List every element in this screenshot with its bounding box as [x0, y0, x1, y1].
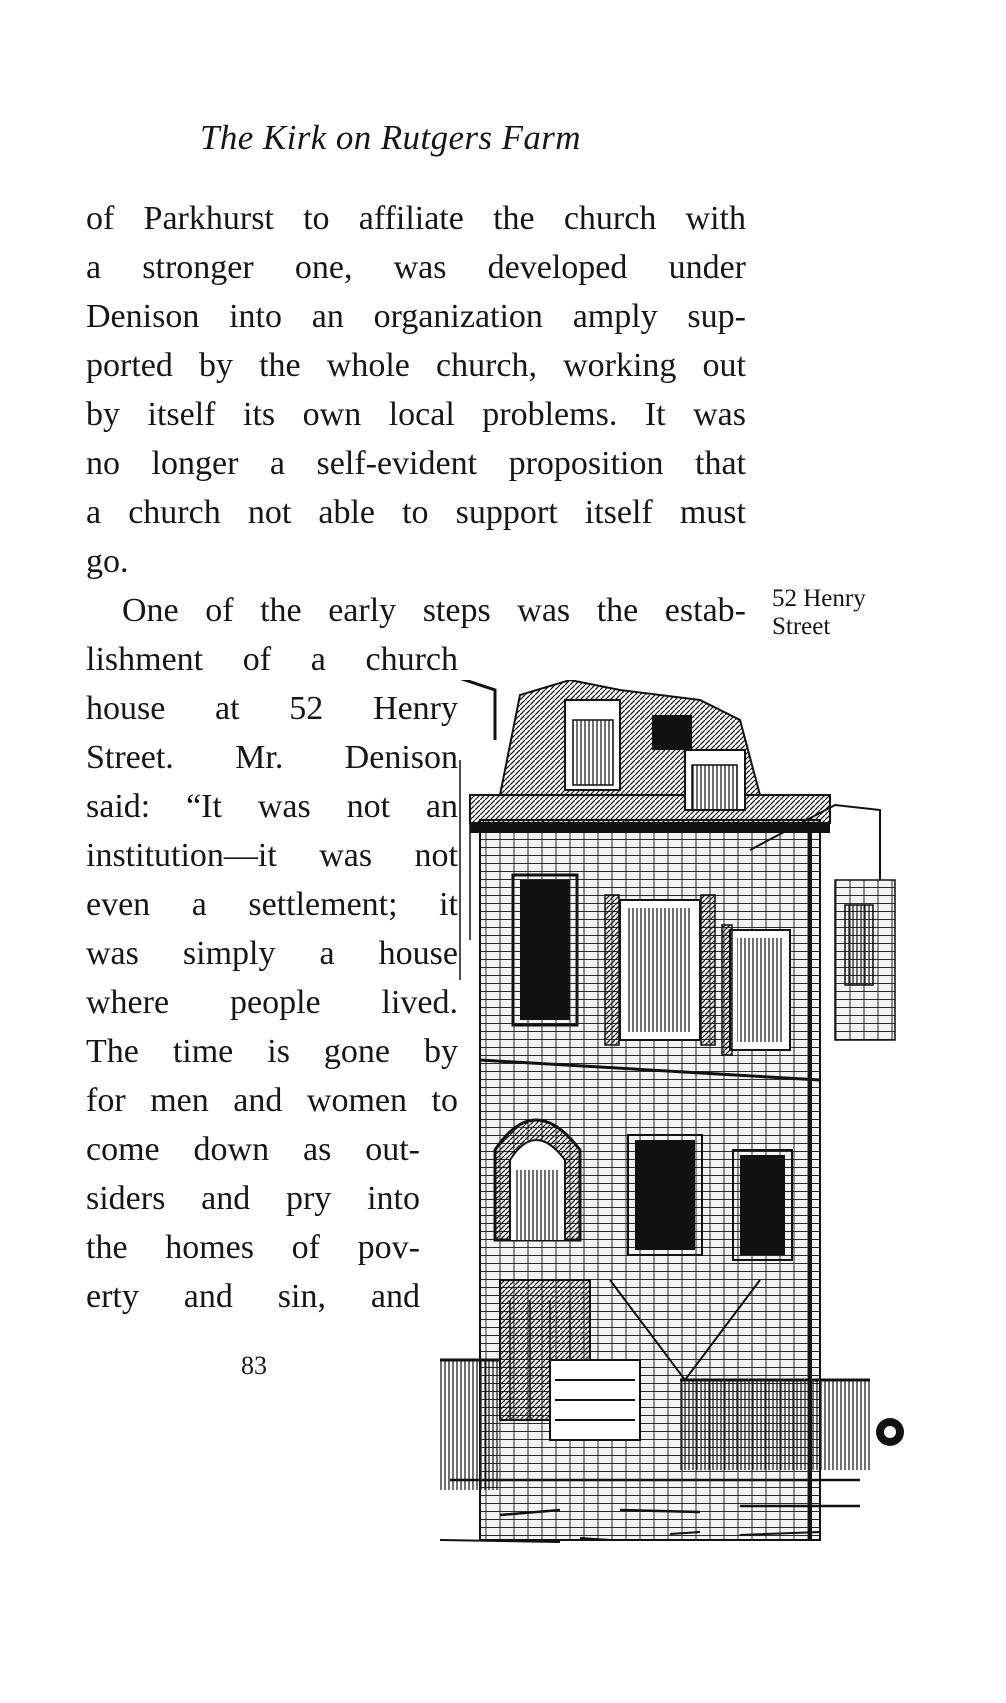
margin-note-line: 52 Henry	[772, 585, 866, 612]
text-line: go.	[86, 543, 129, 580]
text-line: a church not able to support itself must	[86, 494, 746, 531]
text-line: Street. Mr. Denison	[86, 739, 458, 776]
text-line: house at 52 Henry	[86, 690, 458, 727]
rowhouse-illustration	[440, 680, 940, 1630]
text-line: ported by the whole church, working out	[86, 347, 746, 384]
margin-note-line: Street	[772, 613, 831, 640]
text-line: siders and pry into	[86, 1180, 420, 1217]
text-line: even a settlement; it	[86, 886, 458, 923]
text-line: lishment of a church	[86, 641, 458, 678]
running-head: The Kirk on Rutgers Farm	[200, 118, 581, 157]
text-line: of Parkhurst to affiliate the church with	[86, 200, 746, 237]
text-line: One of the early steps was the estab-	[122, 592, 746, 629]
text-line: Denison into an organization amply sup-	[86, 298, 746, 335]
text-line: come down as out-	[86, 1131, 420, 1168]
text-line: the homes of pov-	[86, 1229, 420, 1266]
text-line: no longer a self-evident proposition that	[86, 445, 746, 482]
text-line: institution—it was not	[86, 837, 458, 874]
text-line: The time is gone by	[86, 1033, 458, 1070]
text-line: said: “It was not an	[86, 788, 458, 825]
text-line: for men and women to	[86, 1082, 458, 1119]
text-line: was simply a house	[86, 935, 458, 972]
page-number: 83	[241, 1351, 267, 1380]
text-line: erty and sin, and	[86, 1278, 420, 1315]
text-line: by itself its own local problems. It was	[86, 396, 746, 433]
text-line: a stronger one, was developed under	[86, 249, 746, 286]
text-line: where people lived.	[86, 984, 458, 1021]
